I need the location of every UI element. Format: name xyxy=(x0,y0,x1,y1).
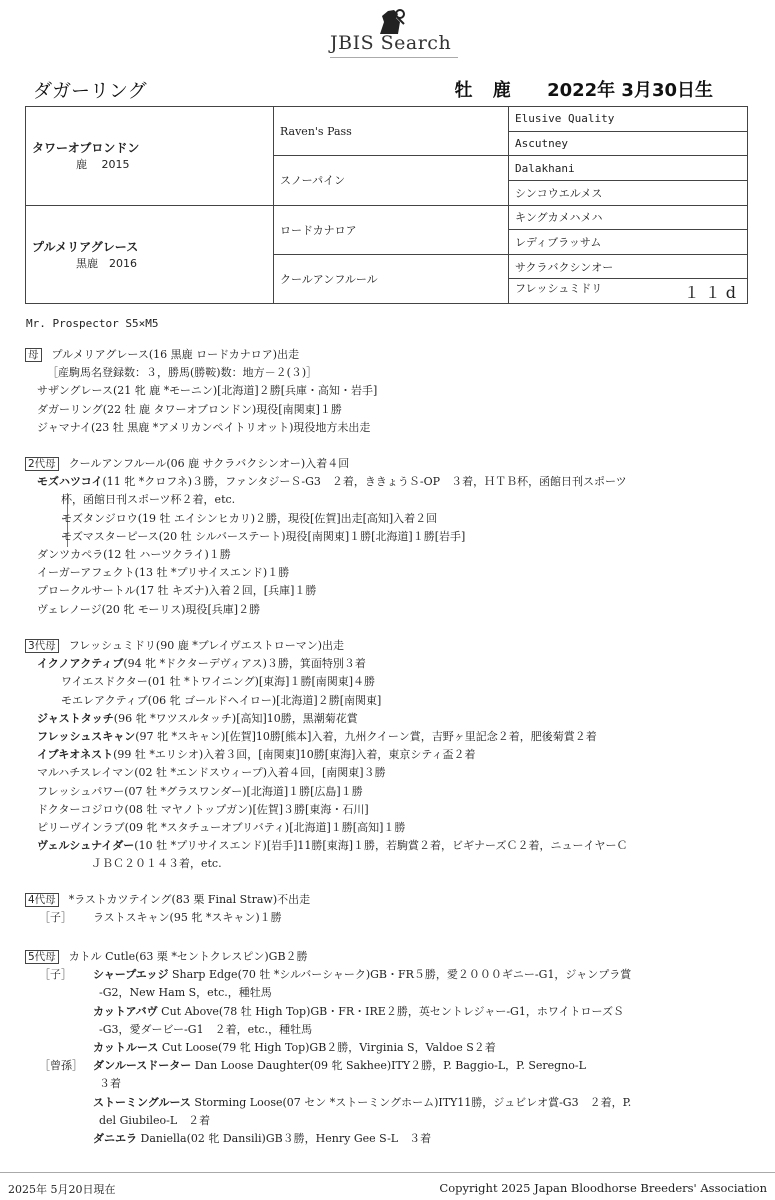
section-dam2 xyxy=(25,455,755,619)
greatgrandchild-label: ［曾孫］ xyxy=(39,1059,83,1073)
footer-copyright: Copyright 2025 Japan Bloodhorse Breeders' Association xyxy=(439,1181,767,1195)
footer-divider xyxy=(0,1172,775,1173)
offspring-name: フレッシュスキャン xyxy=(37,730,136,744)
dam1-tag: 母 xyxy=(25,348,42,362)
pedigree-gen3[interactable]: Elusive Quality xyxy=(509,107,748,132)
pedigree-gen2[interactable]: ロードカナロア xyxy=(274,205,509,254)
offspring-detail: (11 牝 *クロフネ)３勝，ファンタジーＳ-G3 ２着，ききょうＳ-OP ３着，ＨＴＢ杯，函館日刊スポーツ xyxy=(102,475,627,489)
pedigree-gen3[interactable]: キングカメハメハ xyxy=(509,205,748,230)
dam4-tag: 4代母 xyxy=(25,893,59,907)
inbreeding-note: Mr. Prospector S5×M5 xyxy=(26,317,159,330)
offspring-row: モエレアクティブ(06 牝 ゴールドヘイロー)[北海道]２勝[南関東] xyxy=(61,693,382,707)
offspring-detail: (99 牡 *エリシオ)入着３回，[南関東]10勝[東海]入着，東京シティ盃２着 xyxy=(113,748,476,762)
offspring-name: シャープエッジ xyxy=(93,968,169,982)
offspring-detail: Sharp Edge(70 牡 *シルバーシャーク)GB・FR５勝，愛２０００ギニー-G1，ジャンプラ賞 xyxy=(168,968,632,982)
offspring-row: ダガーリング(22 牡 鹿 タワーオブロンドン)現役[南関東]１勝 xyxy=(37,402,342,416)
offspring-detail: (94 牝 *ドクターデヴィアス)３勝，箕面特別３着 xyxy=(123,657,366,671)
offspring-detail-cont: del Giubileo-L ２着 xyxy=(99,1113,211,1127)
logo-underline xyxy=(330,57,458,58)
dam1-stats: ［産駒馬名登録数：３，勝馬(勝鞍)数：地方－２(３)］ xyxy=(47,366,318,380)
offspring-name: ジャストタッチ xyxy=(37,711,114,725)
jbis-logo[interactable] xyxy=(330,6,470,56)
offspring-name: ダニエラ xyxy=(93,1132,137,1146)
pedigree-gen2[interactable]: スノーパイン xyxy=(274,156,509,205)
child-label: ［子］ xyxy=(39,911,72,925)
offspring-row: サザングレース(21 牝 鹿 *モーニン)[北海道]２勝[兵庫・高知・岩手] xyxy=(37,384,378,398)
pedigree-table xyxy=(25,106,748,304)
dam2-tag: 2代母 xyxy=(25,457,59,471)
dam3-head: フレッシュミドリ(90 鹿 *ブレイヴエストローマン)出走 xyxy=(68,639,344,652)
child-label: ［子］ xyxy=(39,968,72,982)
sire-name[interactable]: タワーオブロンドン xyxy=(32,141,140,156)
horse-header xyxy=(25,76,747,106)
offspring-detail-cont: ３着 xyxy=(99,1077,121,1091)
offspring-row: ワイエスドクター(01 牡 *トワイニング)[東海]１勝[南関東]４勝 xyxy=(61,675,376,689)
offspring-detail: Storming Loose(07 セン *ストーミングホーム)ITY11勝，ジュビレオ賞-G3 ２着，P. xyxy=(190,1095,632,1109)
offspring-name: イクノアクティブ xyxy=(37,657,124,671)
family-number: １１d xyxy=(683,282,741,302)
pedigree-gen3[interactable]: フレッシュミドリ xyxy=(515,281,603,295)
pedigree-gen2[interactable]: クールアンフルール xyxy=(274,254,509,303)
offspring-detail: Daniella(02 牝 Dansili)GB３勝，Henry Gee S-L ３着 xyxy=(137,1132,432,1146)
offspring-name: ヴェルシュナイダー xyxy=(37,839,135,853)
logo-text: JBIS Search xyxy=(330,32,452,54)
section-dam1 xyxy=(25,346,755,437)
offspring-row: プロークルサートル(17 牡 キズナ)入着２回，[兵庫]１勝 xyxy=(37,584,317,598)
offspring-detail-cont: ＪＢＣ２０１４３着，etc. xyxy=(91,857,222,871)
pedigree-gen3[interactable]: Dalakhani xyxy=(509,156,748,181)
offspring-detail: Dan Loose Daughter(09 牝 Sakhee)ITY２勝，P. Baggio-L，P. Seregno-L xyxy=(191,1059,586,1073)
dam4-head: *ラストカツテイング(83 栗 Final Straw)不出走 xyxy=(68,893,311,906)
section-dam5 xyxy=(25,948,755,1148)
section-dam4 xyxy=(25,891,755,927)
offspring-name: ダンルースドーター xyxy=(93,1059,192,1073)
pedigree-gen3[interactable]: レディブラッサム xyxy=(509,230,748,255)
offspring-detail: Cut Above(78 牡 High Top)GB・FR・IRE２勝，英セントレジャー-G1，ホワイトローズＳ xyxy=(157,1004,624,1018)
offspring-row: モズマスターピース(20 牡 シルバーステート)現役[南関東]１勝[北海道]１勝[岩手] xyxy=(61,529,466,543)
dam5-head: カトル Cutle(63 栗 *セントクレスピン)GB２勝 xyxy=(68,950,308,963)
sire-detail: 鹿 2015 xyxy=(76,158,130,172)
pedigree-gen2[interactable]: Raven's Pass xyxy=(274,107,509,156)
offspring-detail: (97 牝 *スキャン)[佐賀]10勝[熊本]入着，九州クイーン賞，吉野ヶ里記念２着，肥後菊賞２着 xyxy=(135,730,597,744)
offspring-row: ダンツカペラ(12 牡 ハーツクライ)１勝 xyxy=(37,548,231,562)
offspring-detail-cont: -G3，愛ダービー-G1 ２着，etc.，種牡馬 xyxy=(99,1022,313,1036)
offspring-row: ラストスキャン(95 牝 *スキャン)１勝 xyxy=(93,911,282,925)
offspring-detail-cont: -G2，New Ham S，etc.，種牡馬 xyxy=(99,986,272,1000)
offspring-row: マルハチスレイマン(02 牡 *エンドスウィープ)入着４回，[南関東]３勝 xyxy=(37,766,386,780)
horse-birth: 2022年 3月30日生 xyxy=(547,80,713,101)
offspring-detail: (96 牝 *ワツスルタッチ)[高知]10勝，黒潮菊花賞 xyxy=(113,711,358,725)
offspring-row: フレッシュパワー(07 牡 *グラスワンダー)[北海道]１勝[広島]１勝 xyxy=(37,784,363,798)
dam1-head: プルメリアグレース(16 黒鹿 ロードカナロア)出走 xyxy=(51,348,300,361)
offspring-name: ストーミングルース xyxy=(93,1095,191,1109)
horse-info xyxy=(441,76,714,102)
pedigree-dam xyxy=(26,205,274,304)
offspring-detail: (10 牡 *プリサイスエンド)[岩手]11勝[東海]１勝，若駒賞２着，ビギナーズＣ２着，ニューイヤーＣ xyxy=(134,839,628,853)
horse-name: ダガーリング xyxy=(33,80,147,102)
dam-name[interactable]: プルメリアグレース xyxy=(32,239,139,254)
pedigree-gen3[interactable]: シンコウエルメス xyxy=(509,180,748,205)
pedigree-gen3-last xyxy=(509,279,748,304)
offspring-row: イーガーアフェクト(13 牡 *プリサイスエンド)１勝 xyxy=(37,566,290,580)
offspring-name: カットアバヴ xyxy=(93,1004,158,1018)
dam3-tag: 3代母 xyxy=(25,639,59,653)
offspring-row: ヴェレノージ(20 牝 モーリス)現役[兵庫]２勝 xyxy=(37,602,261,616)
dam5-tag: 5代母 xyxy=(25,950,59,964)
offspring-row: ピリーヴインラブ(09 牝 *スタチューオブリバティ)[北海道]１勝[高知]１勝 xyxy=(37,821,406,835)
section-dam3 xyxy=(25,637,755,874)
offspring-detail-cont: 杯，函館日刊スポーツ杯２着，etc. xyxy=(61,493,236,507)
horse-color: 鹿 xyxy=(492,80,511,101)
pedigree-sire xyxy=(26,107,274,206)
horse-sex: 牡 xyxy=(454,80,473,101)
offspring-row: ジャマナイ(23 牡 黒鹿 *アメリカンペイトリオット)現役地方未出走 xyxy=(37,420,371,434)
offspring-row: ドクターコジロウ(08 牡 マヤノトップガン)[佐賀]３勝[東海・石川] xyxy=(37,802,369,816)
offspring-row: モズタンジロウ(19 牡 エイシンヒカリ)２勝，現役[佐賀]出走[高知]入着２回 xyxy=(61,511,438,525)
footer-date: 2025年 5月20日現在 xyxy=(8,1183,116,1196)
offspring-name: イブキオネスト xyxy=(37,748,114,762)
dam-detail: 黒鹿 2016 xyxy=(76,256,137,270)
pedigree-gen3[interactable]: Ascutney xyxy=(509,131,748,156)
pedigree-gen3[interactable]: サクラバクシンオー xyxy=(509,254,748,279)
dam2-head: クールアンフルール(06 鹿 サクラバクシンオー)入着４回 xyxy=(68,457,350,470)
offspring-name: カットルース xyxy=(93,1041,159,1055)
offspring-name: モズハツコイ xyxy=(37,475,103,489)
offspring-detail: Cut Loose(79 牝 High Top)GB２勝，Virginia S，Valdoe S２着 xyxy=(158,1041,496,1055)
